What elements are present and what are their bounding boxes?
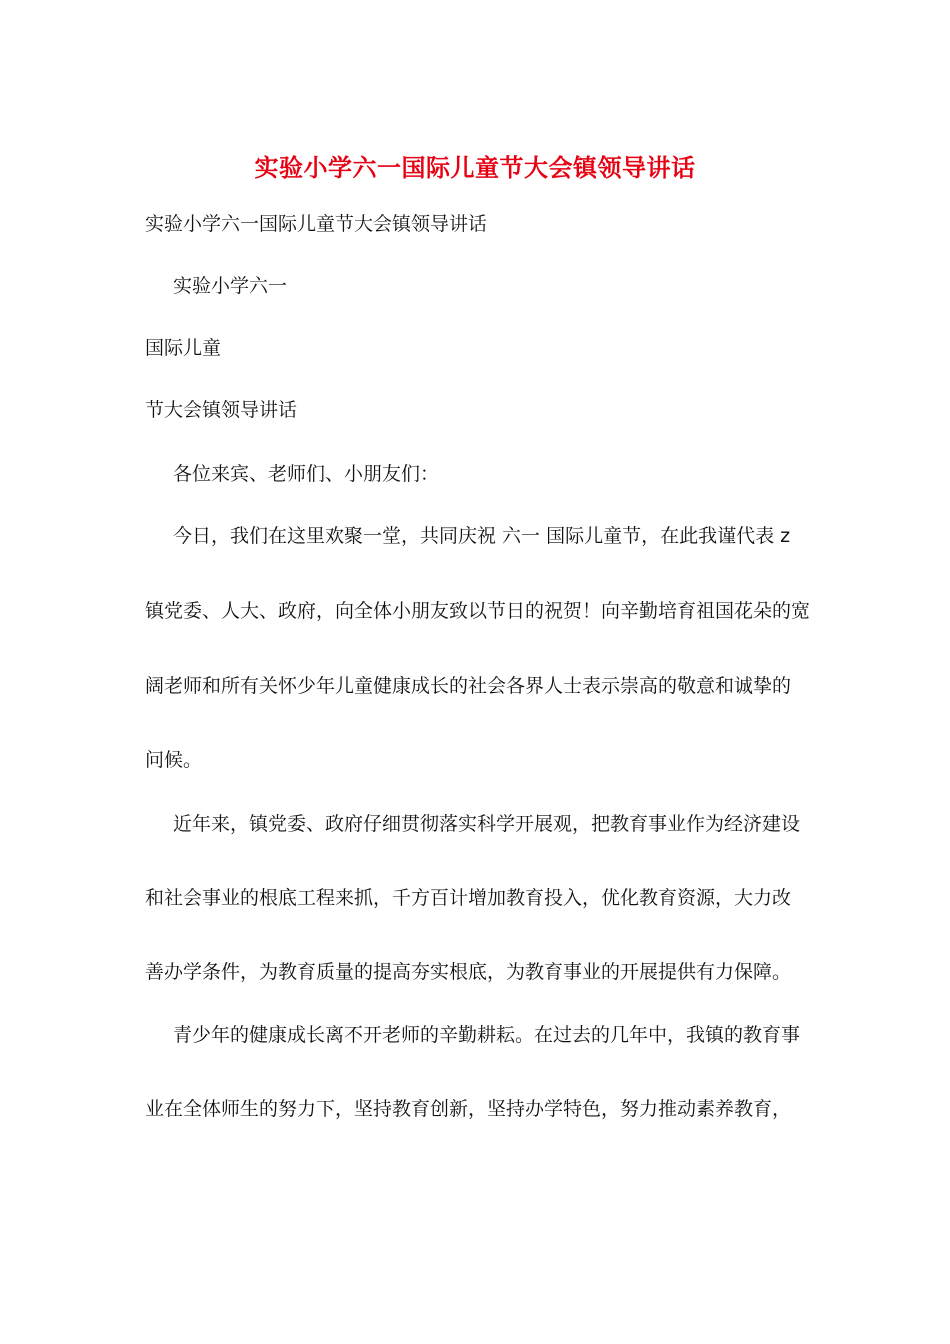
paragraph-line: 近年来，镇党委、政府仔细贯彻落实科学开展观，把教育事业作为经济建设: [173, 813, 801, 835]
heading-line-1: 实验小学六一: [173, 275, 288, 297]
subtitle-line: 实验小学六一国际儿童节大会镇领导讲话: [145, 213, 488, 235]
document-title: 实验小学六一国际儿童节大会镇领导讲话: [254, 154, 696, 182]
heading-line-3: 节大会镇领导讲话: [145, 399, 298, 421]
paragraph-line: 镇党委、人大、政府，向全体小朋友致以节日的祝贺！向辛勤培育祖国花朵的宽: [145, 600, 811, 622]
paragraph-line: 业在全体师生的努力下，坚持教育创新，坚持办学特色，努力推动素养教育，: [145, 1098, 792, 1120]
paragraph-line: 阔老师和所有关怀少年儿童健康成长的社会各界人士表示崇高的敬意和诚挚的: [145, 675, 792, 697]
salutation-line: 各位来宾、老师们、小朋友们：: [173, 463, 440, 485]
paragraph-line: 和社会事业的根底工程来抓，千方百计增加教育投入，优化教育资源，大力改: [145, 887, 792, 909]
paragraph-line: 青少年的健康成长离不开老师的辛勤耕耘。在过去的几年中，我镇的教育事: [173, 1024, 801, 1046]
paragraph-line: 善办学条件，为教育质量的提高夯实根底，为教育事业的开展提供有力保障。: [145, 961, 792, 983]
paragraph-line: 问候。: [145, 749, 203, 771]
paragraph-line: 今日，我们在这里欢聚一堂，共同庆祝 六一 国际儿童节，在此我谨代表 z: [173, 525, 791, 547]
heading-line-2: 国际儿童: [145, 337, 222, 359]
